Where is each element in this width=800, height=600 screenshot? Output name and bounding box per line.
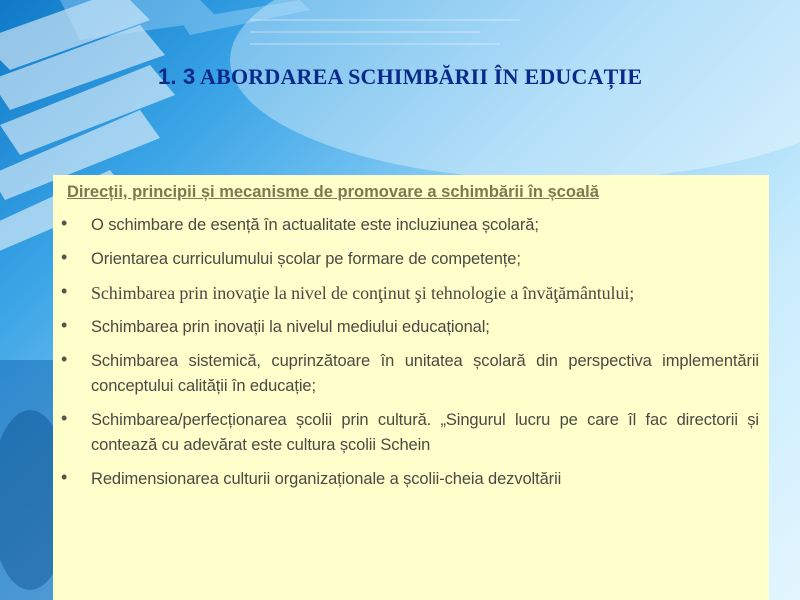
bullet-item (53, 408, 769, 458)
bullet-text: Redimensionarea culturii organizaționale a școlii-cheia dezvoltării (91, 470, 562, 488)
bullet-dot-icon: • (61, 467, 68, 487)
bullet-text: Schimbarea prin inovaţie la nivel de conţinut şi tehnologie a învăţământului; (91, 283, 635, 303)
bullet-dot-icon: • (61, 349, 68, 369)
bullet-dot-icon: • (61, 247, 68, 267)
slide-title (158, 64, 778, 100)
title-number: 1. 3 (158, 64, 196, 89)
bullet-text: O schimbare de esență în actualitate este incluziunea școlară; (91, 216, 539, 234)
bullet-text: Schimbarea sistemică, cuprinzătoare în unitatea școlară din perspectiva implementării conceptului calității în educație; (91, 352, 759, 395)
bullet-dot-icon: • (61, 408, 68, 428)
bullet-list (53, 213, 769, 501)
bullet-item (53, 281, 769, 306)
bullet-item (53, 247, 769, 272)
bullet-text: Schimbarea prin inovații la nivelul mediului educațional; (91, 318, 490, 336)
bullet-item (53, 349, 769, 399)
content-panel (53, 175, 769, 600)
bullet-dot-icon: • (61, 281, 68, 301)
bullet-item (53, 213, 769, 238)
bullet-text: Orientarea curriculumului școlar pe formare de competențe; (91, 250, 521, 268)
bullet-dot-icon: • (61, 213, 68, 233)
title-text: ABORDAREA SCHIMBĂRII ÎN EDUCAȚIE (200, 64, 643, 89)
bullet-dot-icon: • (61, 315, 68, 335)
section-heading: Direcții, principii și mecanisme de promovare a schimbării în școală (67, 183, 599, 201)
bullet-text: Schimbarea/perfecționarea școlii prin cultură. „Singurul lucru pe care îl fac directorii și contează cu adevărat este cultura școlii Schein (91, 411, 759, 454)
bullet-item (53, 467, 769, 492)
bullet-item (53, 315, 769, 340)
